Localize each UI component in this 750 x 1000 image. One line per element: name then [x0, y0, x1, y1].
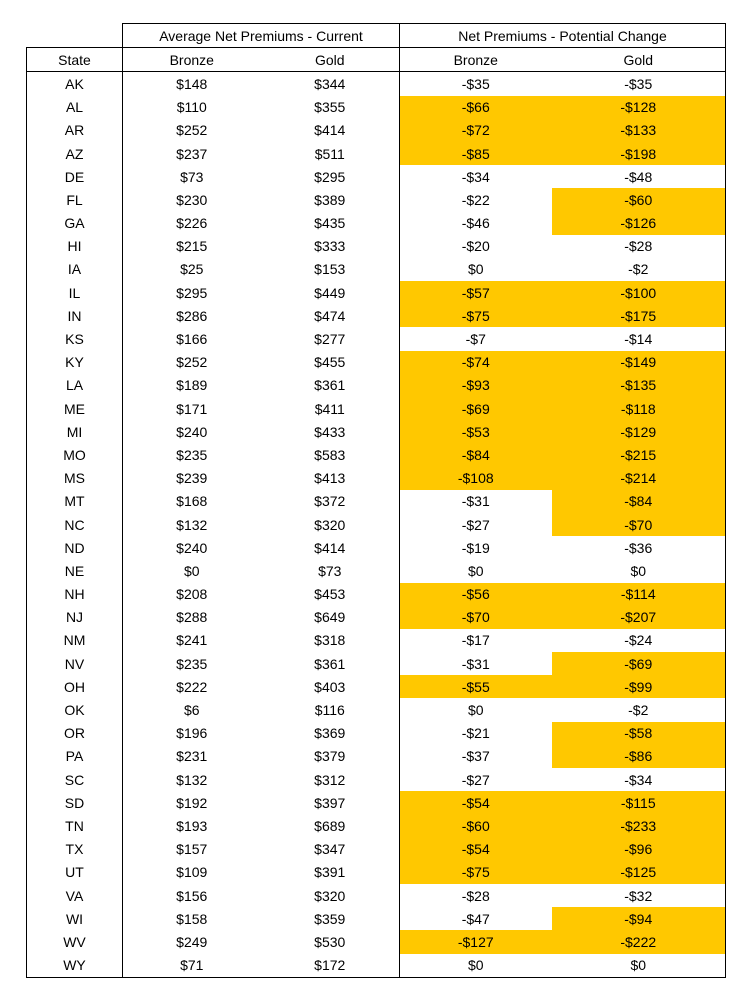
- gold-current-cell: $361: [314, 377, 346, 394]
- gold-change-cell: -$70: [552, 513, 726, 536]
- table-row: [27, 142, 726, 165]
- gold-change-cell: -$36: [552, 536, 726, 559]
- group-header-row: [27, 24, 726, 48]
- table-row: [27, 490, 726, 513]
- state-cell: MI: [27, 420, 123, 443]
- table-row: [27, 281, 726, 304]
- bronze-change-cell: -$69: [400, 397, 552, 420]
- bronze-current-cell: $237: [123, 142, 261, 165]
- bronze-change-cell: -$85: [400, 142, 552, 165]
- gold-current-cell: $414: [314, 122, 346, 139]
- state-cell: ME: [27, 397, 123, 420]
- gold-current-cell: $433: [314, 423, 346, 440]
- gold-change-cell: -$149: [552, 351, 726, 374]
- bronze-change-cell: -$75: [400, 304, 552, 327]
- gold-change-cell: -$198: [552, 142, 726, 165]
- table-row: [27, 930, 726, 953]
- gold-change-cell: -$84: [552, 490, 726, 513]
- bronze-current-cell: $158: [123, 907, 261, 930]
- gold-current-cell: $583: [314, 446, 346, 463]
- column-header-state: State: [27, 48, 123, 72]
- bronze-current-cell: $222: [123, 675, 261, 698]
- bronze-current-cell: $231: [123, 745, 261, 768]
- bronze-change-cell: -$46: [400, 212, 552, 235]
- bronze-change-cell: -$28: [400, 884, 552, 907]
- gold-change-cell: -$2: [552, 698, 726, 721]
- bronze-change-cell: -$84: [400, 443, 552, 466]
- column-header-bronze-current: Bronze: [123, 48, 261, 72]
- state-cell: IN: [27, 304, 123, 327]
- gold-change-cell: -$125: [552, 861, 726, 884]
- bronze-change-cell: -$37: [400, 745, 552, 768]
- state-cell: OR: [27, 722, 123, 745]
- bronze-current-cell: $252: [123, 351, 261, 374]
- gold-change-cell: -$129: [552, 420, 726, 443]
- gold-current-cell: $414: [314, 539, 346, 556]
- bronze-current-cell: $148: [123, 72, 261, 96]
- bronze-current-cell: $230: [123, 188, 261, 211]
- state-cell: IL: [27, 281, 123, 304]
- table-row: [27, 304, 726, 327]
- gold-current-cell: $73: [318, 562, 342, 579]
- gold-current-cell: $449: [314, 284, 346, 301]
- bronze-current-cell: $196: [123, 722, 261, 745]
- gold-change-cell: -$222: [552, 930, 726, 953]
- premiums-table-body: [27, 24, 726, 978]
- gold-change-cell: -$118: [552, 397, 726, 420]
- bronze-current-cell: $288: [123, 606, 261, 629]
- bronze-current-cell: $6: [123, 698, 261, 721]
- gold-change-cell: -$35: [552, 72, 726, 96]
- bronze-current-cell: $166: [123, 327, 261, 350]
- gold-change-cell: -$133: [552, 119, 726, 142]
- gold-change-cell: -$69: [552, 652, 726, 675]
- state-cell: AR: [27, 119, 123, 142]
- gold-change-cell: -$126: [552, 212, 726, 235]
- gold-change-cell: -$233: [552, 814, 726, 837]
- state-cell: PA: [27, 745, 123, 768]
- gold-current-cell: $333: [314, 238, 346, 255]
- gold-change-cell: -$100: [552, 281, 726, 304]
- gold-change-cell: -$34: [552, 768, 726, 791]
- gold-change-cell: -$60: [552, 188, 726, 211]
- gold-current-cell: $530: [314, 933, 346, 950]
- table-row: [27, 119, 726, 142]
- table-row: [27, 583, 726, 606]
- gold-current-cell: $649: [314, 609, 346, 626]
- bronze-change-cell: -$47: [400, 907, 552, 930]
- gold-current-cell: $295: [314, 168, 346, 185]
- bronze-change-cell: -$108: [400, 467, 552, 490]
- column-header-gold-current: Gold: [261, 48, 400, 72]
- gold-current-cell: $355: [314, 99, 346, 116]
- state-cell: OH: [27, 675, 123, 698]
- bronze-change-cell: -$60: [400, 814, 552, 837]
- bronze-current-cell: $132: [123, 768, 261, 791]
- bronze-change-cell: -$27: [400, 768, 552, 791]
- bronze-change-cell: -$20: [400, 235, 552, 258]
- state-cell: FL: [27, 188, 123, 211]
- gold-current-cell: $344: [261, 72, 400, 96]
- gold-change-cell: -$99: [552, 675, 726, 698]
- gold-change-cell: -$214: [552, 467, 726, 490]
- table-row: [27, 907, 726, 930]
- gold-current-cell: $320: [314, 887, 346, 904]
- bronze-current-cell: $240: [123, 536, 261, 559]
- group-header-change: Net Premiums - Potential Change: [400, 24, 726, 48]
- bronze-current-cell: $235: [123, 652, 261, 675]
- state-cell: ND: [27, 536, 123, 559]
- state-cell: AL: [27, 96, 123, 119]
- bronze-current-cell: $171: [123, 397, 261, 420]
- table-row: [27, 884, 726, 907]
- gold-current-cell: $411: [314, 400, 345, 417]
- bronze-change-cell: -$93: [400, 374, 552, 397]
- bronze-current-cell: $73: [123, 165, 261, 188]
- state-cell: GA: [27, 212, 123, 235]
- state-cell: AK: [27, 72, 123, 96]
- state-cell: WI: [27, 907, 123, 930]
- state-cell: NJ: [27, 606, 123, 629]
- gold-change-cell: -$86: [552, 745, 726, 768]
- bronze-change-cell: -$55: [400, 675, 552, 698]
- bronze-current-cell: $239: [123, 467, 261, 490]
- bronze-current-cell: $156: [123, 884, 261, 907]
- table-row: [27, 954, 726, 978]
- bronze-change-cell: -$72: [400, 119, 552, 142]
- table-row: [27, 722, 726, 745]
- state-cell: MO: [27, 443, 123, 466]
- bronze-change-cell: -$27: [400, 513, 552, 536]
- gold-change-cell: -$48: [552, 165, 726, 188]
- table-row: [27, 513, 726, 536]
- gold-change-cell: -$96: [552, 838, 726, 861]
- bronze-change-cell: -$22: [400, 188, 552, 211]
- table-row: [27, 768, 726, 791]
- gold-current-cell: $172: [261, 954, 400, 978]
- gold-current-cell: $361: [314, 655, 346, 672]
- gold-change-cell: -$2: [552, 258, 726, 281]
- table-row: [27, 96, 726, 119]
- table-row: [27, 791, 726, 814]
- bronze-current-cell: $208: [123, 583, 261, 606]
- gold-current-cell: $511: [314, 145, 345, 162]
- gold-current-cell: $435: [314, 215, 346, 232]
- table-row: [27, 838, 726, 861]
- bronze-current-cell: $110: [123, 96, 261, 119]
- gold-change-cell: -$128: [552, 96, 726, 119]
- bronze-change-cell: -$21: [400, 722, 552, 745]
- bronze-current-cell: $168: [123, 490, 261, 513]
- table-row: [27, 629, 726, 652]
- table-row: [27, 675, 726, 698]
- table-row: [27, 72, 726, 96]
- gold-current-cell: $413: [314, 470, 346, 487]
- gold-change-cell: -$215: [552, 443, 726, 466]
- gold-change-cell: -$32: [552, 884, 726, 907]
- state-cell: UT: [27, 861, 123, 884]
- bronze-current-cell: $286: [123, 304, 261, 327]
- state-cell: MT: [27, 490, 123, 513]
- table-row: [27, 606, 726, 629]
- column-header-bronze-change: Bronze: [400, 48, 552, 72]
- bronze-change-cell: -$53: [400, 420, 552, 443]
- state-cell: IA: [27, 258, 123, 281]
- gold-change-cell: $0: [552, 954, 726, 978]
- gold-current-cell: $320: [314, 516, 346, 533]
- bronze-change-cell: -$57: [400, 281, 552, 304]
- table-row: [27, 235, 726, 258]
- gold-current-cell: $379: [314, 748, 346, 765]
- gold-current-cell: $397: [314, 794, 346, 811]
- bronze-change-cell: -$56: [400, 583, 552, 606]
- gold-current-cell: $153: [314, 261, 346, 278]
- state-cell: VA: [27, 884, 123, 907]
- gold-change-cell: -$207: [552, 606, 726, 629]
- bronze-change-cell: -$34: [400, 165, 552, 188]
- gold-current-cell: $116: [314, 702, 345, 719]
- bronze-change-cell: -$54: [400, 791, 552, 814]
- gold-current-cell: $474: [314, 307, 346, 324]
- gold-current-cell: $372: [314, 493, 346, 510]
- table-row: [27, 698, 726, 721]
- gold-change-cell: -$175: [552, 304, 726, 327]
- gold-current-cell: $403: [314, 678, 346, 695]
- group-header-current: Average Net Premiums - Current: [123, 24, 400, 48]
- table-row: [27, 536, 726, 559]
- gold-change-cell: -$24: [552, 629, 726, 652]
- bronze-change-cell: -$31: [400, 490, 552, 513]
- table-row: [27, 212, 726, 235]
- state-cell: MS: [27, 467, 123, 490]
- bronze-change-cell: $0: [400, 258, 552, 281]
- gold-change-cell: -$115: [552, 791, 726, 814]
- gold-current-cell: $369: [314, 725, 346, 742]
- state-cell: TX: [27, 838, 123, 861]
- state-cell: AZ: [27, 142, 123, 165]
- bronze-current-cell: $252: [123, 119, 261, 142]
- bronze-current-cell: $240: [123, 420, 261, 443]
- table-row: [27, 258, 726, 281]
- state-cell: KS: [27, 327, 123, 350]
- bronze-current-cell: $157: [123, 838, 261, 861]
- bronze-change-cell: -$7: [400, 327, 552, 350]
- gold-change-cell: $0: [552, 559, 726, 582]
- gold-change-cell: -$28: [552, 235, 726, 258]
- premiums-table: [26, 23, 726, 978]
- state-cell: NM: [27, 629, 123, 652]
- state-cell: SC: [27, 768, 123, 791]
- gold-current-cell: $277: [314, 331, 346, 348]
- gold-current-cell: $318: [314, 632, 346, 649]
- state-cell: TN: [27, 814, 123, 837]
- bronze-change-cell: -$127: [400, 930, 552, 953]
- bronze-change-cell: -$31: [400, 652, 552, 675]
- gold-current-cell: $347: [314, 841, 346, 858]
- bronze-current-cell: $241: [123, 629, 261, 652]
- table-row: [27, 351, 726, 374]
- state-cell: NV: [27, 652, 123, 675]
- bronze-change-cell: -$70: [400, 606, 552, 629]
- bronze-change-cell: -$66: [400, 96, 552, 119]
- bronze-current-cell: $193: [123, 814, 261, 837]
- gold-change-cell: -$14: [552, 327, 726, 350]
- gold-current-cell: $453: [314, 586, 346, 603]
- gold-current-cell: $391: [314, 864, 346, 881]
- bronze-current-cell: $249: [123, 930, 261, 953]
- state-cell: LA: [27, 374, 123, 397]
- state-cell: NC: [27, 513, 123, 536]
- bronze-current-cell: $215: [123, 235, 261, 258]
- bronze-current-cell: $235: [123, 443, 261, 466]
- bronze-change-cell: -$17: [400, 629, 552, 652]
- state-cell: KY: [27, 351, 123, 374]
- table-row: [27, 559, 726, 582]
- bronze-change-cell: -$54: [400, 838, 552, 861]
- table-row: [27, 443, 726, 466]
- state-cell: WV: [27, 930, 123, 953]
- table-row: [27, 814, 726, 837]
- gold-current-cell: $389: [314, 191, 346, 208]
- table-row: [27, 165, 726, 188]
- bronze-current-cell: $0: [123, 559, 261, 582]
- gold-change-cell: -$58: [552, 722, 726, 745]
- bronze-current-cell: $226: [123, 212, 261, 235]
- bronze-change-cell: -$35: [400, 72, 552, 96]
- gold-change-cell: -$135: [552, 374, 726, 397]
- table-row: [27, 420, 726, 443]
- table-row: [27, 327, 726, 350]
- bronze-change-cell: -$75: [400, 861, 552, 884]
- column-header-row: [27, 48, 726, 72]
- bronze-change-cell: $0: [400, 698, 552, 721]
- table-row: [27, 745, 726, 768]
- state-cell: HI: [27, 235, 123, 258]
- state-cell: DE: [27, 165, 123, 188]
- bronze-change-cell: -$19: [400, 536, 552, 559]
- table-row: [27, 467, 726, 490]
- bronze-current-cell: $25: [123, 258, 261, 281]
- gold-change-cell: -$114: [552, 583, 726, 606]
- gold-current-cell: $455: [314, 354, 346, 371]
- state-cell: SD: [27, 791, 123, 814]
- gold-change-cell: -$94: [552, 907, 726, 930]
- bronze-current-cell: $189: [123, 374, 261, 397]
- corner-blank-cell: [27, 24, 123, 48]
- state-cell: NH: [27, 583, 123, 606]
- bronze-current-cell: $295: [123, 281, 261, 304]
- bronze-current-cell: $109: [123, 861, 261, 884]
- state-cell: OK: [27, 698, 123, 721]
- state-cell: NE: [27, 559, 123, 582]
- table-row: [27, 374, 726, 397]
- gold-current-cell: $689: [314, 817, 346, 834]
- bronze-current-cell: $71: [123, 954, 261, 978]
- table-row: [27, 652, 726, 675]
- gold-current-cell: $359: [314, 910, 346, 927]
- table-row: [27, 188, 726, 211]
- table-row: [27, 397, 726, 420]
- table-row: [27, 861, 726, 884]
- bronze-change-cell: $0: [400, 559, 552, 582]
- bronze-current-cell: $132: [123, 513, 261, 536]
- column-header-gold-change: Gold: [552, 48, 726, 72]
- bronze-current-cell: $192: [123, 791, 261, 814]
- bronze-change-cell: -$74: [400, 351, 552, 374]
- gold-current-cell: $312: [314, 771, 346, 788]
- bronze-change-cell: $0: [400, 954, 552, 978]
- state-cell: WY: [27, 954, 123, 978]
